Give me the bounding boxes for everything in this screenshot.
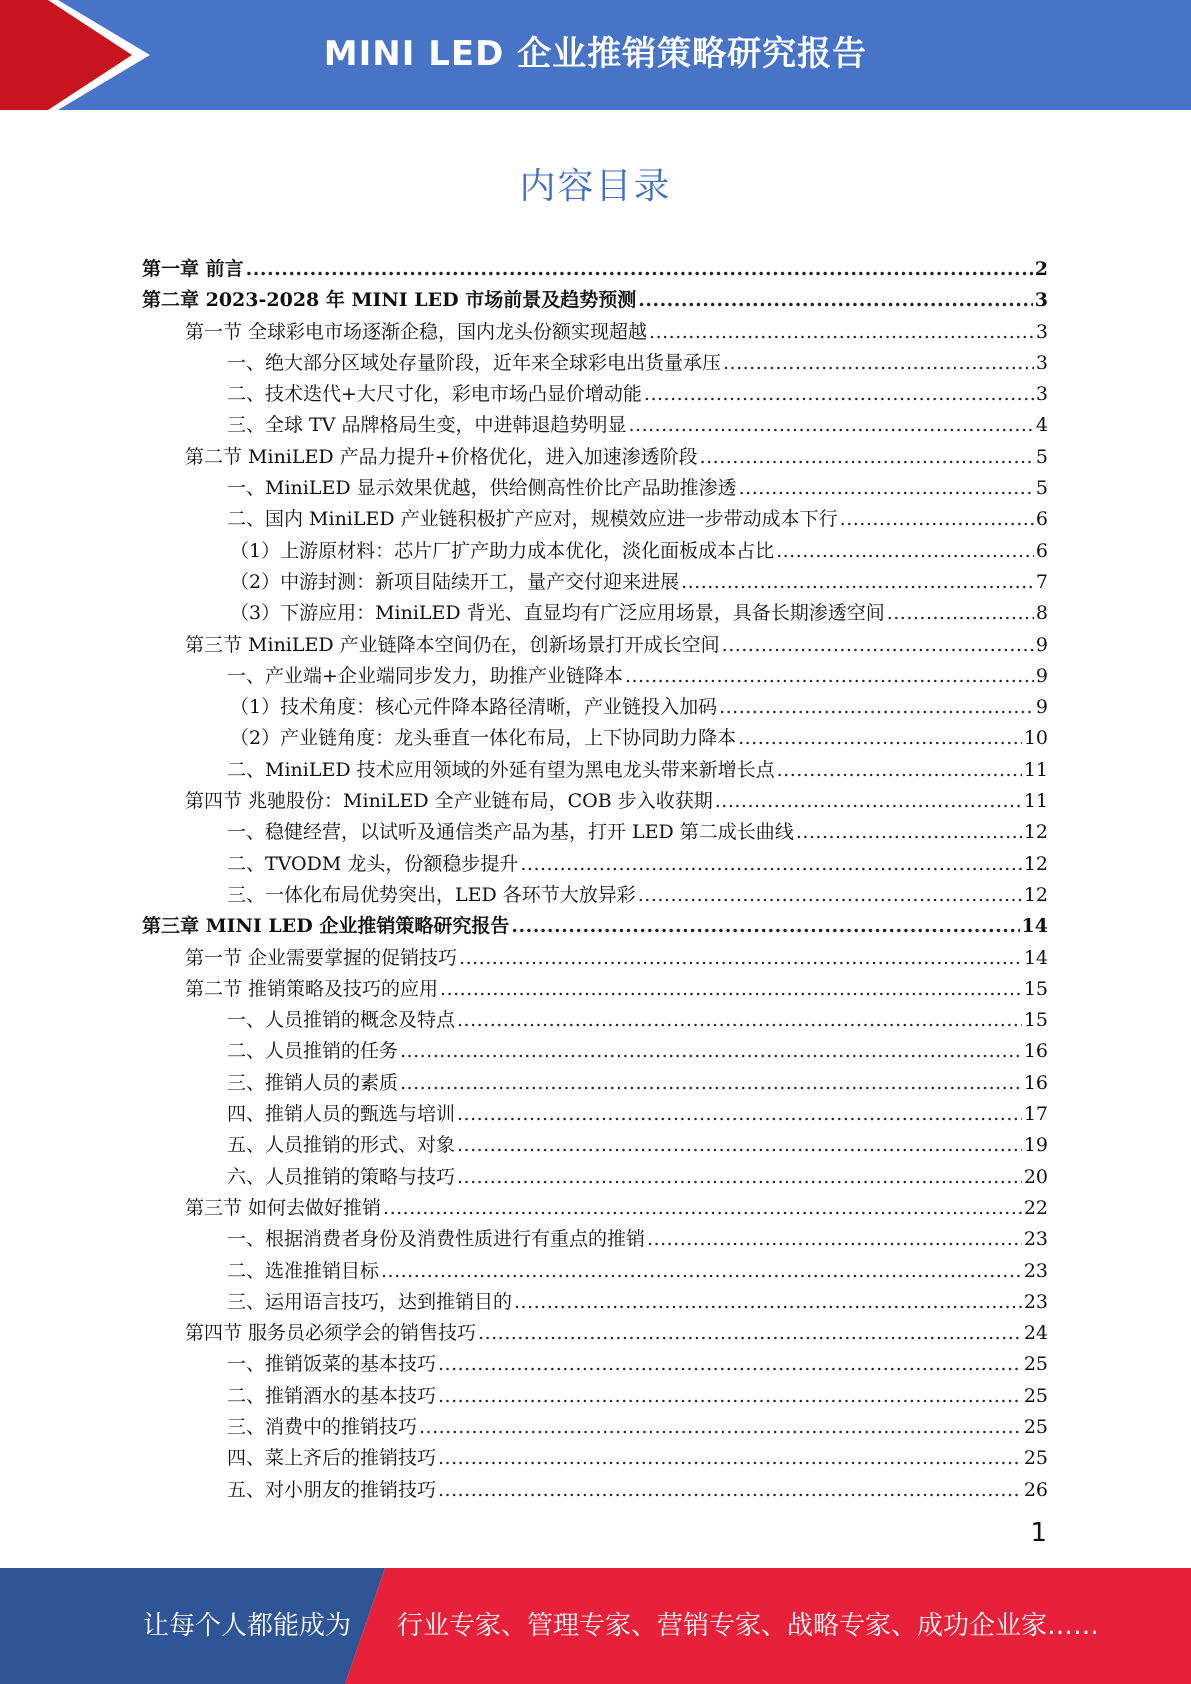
toc-entry-title: （3）下游应用：MiniLED 背光、直显均有广泛应用场景，具备长期渗透空间 (230, 602, 885, 625)
toc-entry[interactable] (142, 1443, 1048, 1474)
toc-entry-page: 23 (1023, 1259, 1048, 1282)
toc-entry-title: 第一节 企业需要掌握的促销技巧 (185, 946, 458, 969)
toc-entry-page: 14 (1023, 946, 1048, 969)
toc-entry-title: 第二章 2023-2028 年 MINI LED 市场前景及趋势预测 (142, 289, 637, 312)
toc-entry-title: 二、MiniLED 技术应用领域的外延有望为黑电龙头带来新增长点 (227, 758, 775, 781)
toc-entry[interactable] (142, 1287, 1048, 1318)
toc-entry-page: 9 (1035, 633, 1048, 656)
toc-entry-page: 3 (1034, 289, 1048, 312)
toc-entry-page: 11 (1023, 758, 1048, 781)
toc-entry-title: 一、产业端+企业端同步发力，助推产业链降本 (227, 664, 623, 687)
toc-entry[interactable] (142, 442, 1048, 473)
toc-entry-title: 一、根据消费者身份及消费性质进行有重点的推销 (227, 1228, 646, 1251)
toc-entry-page: 12 (1023, 821, 1048, 844)
toc-entry-page: 3 (1035, 383, 1048, 406)
toc-entry-page: 3 (1035, 320, 1048, 343)
toc-entry-title: 三、推销人员的素质 (227, 1071, 399, 1094)
toc-leader-dots (776, 540, 1034, 562)
toc-entry[interactable] (142, 536, 1048, 567)
table-of-contents (142, 254, 1048, 1506)
toc-entry[interactable] (142, 567, 1048, 598)
toc-entry-title: 三、消费中的推销技巧 (227, 1415, 418, 1438)
toc-leader-dots (796, 821, 1022, 843)
toc-entry-title: 一、稳健经营，以试听及通信类产品为基，打开 LED 第二成长曲线 (227, 821, 794, 844)
toc-entry-page: 6 (1035, 508, 1048, 531)
toc-entry-page: 7 (1035, 570, 1048, 593)
toc-entry-title: 二、推销酒水的基本技巧 (227, 1384, 437, 1407)
toc-leader-dots (738, 727, 1022, 749)
toc-entry-page: 17 (1023, 1103, 1048, 1126)
toc-leader-dots (400, 1072, 1022, 1094)
toc-leader-dots (628, 414, 1033, 436)
toc-entry-title: 一、绝大部分区域处存量阶段，近年来全球彩电出货量承压 (227, 351, 722, 374)
toc-leader-dots (722, 634, 1034, 656)
toc-entry-title: 第三章 MINI LED 企业推销策略研究报告 (142, 915, 510, 938)
toc-entry-page: 19 (1023, 1134, 1048, 1157)
toc-leader-dots (514, 1291, 1022, 1313)
toc-leader-dots (520, 853, 1021, 875)
toc-leader-dots (438, 1479, 1022, 1501)
toc-entry[interactable] (142, 723, 1048, 754)
toc-entry-page: 9 (1035, 664, 1048, 687)
toc-leader-dots (723, 352, 1034, 374)
toc-leader-dots (625, 665, 1034, 687)
toc-entry[interactable] (142, 1412, 1048, 1443)
toc-entry[interactable] (142, 943, 1048, 974)
toc-entry-title: 一、MiniLED 显示效果优越，供给侧高性价比产品助推渗透 (227, 477, 737, 500)
toc-entry[interactable] (142, 880, 1048, 911)
toc-entry-title: （2）中游封测：新项目陆续开工，量产交付迎来进展 (230, 570, 680, 593)
toc-leader-dots (478, 1322, 1022, 1344)
toc-leader-dots (383, 1197, 1022, 1219)
toc-entry[interactable] (142, 410, 1048, 441)
toc-entry[interactable] (142, 1099, 1048, 1130)
toc-entry[interactable] (142, 1318, 1048, 1349)
toc-entry-page: 3 (1035, 351, 1048, 374)
toc-entry-page: 2 (1034, 258, 1048, 280)
toc-leader-dots (644, 383, 1034, 405)
toc-entry-title: 四、推销人员的甄选与培训 (227, 1103, 456, 1126)
toc-entry[interactable] (142, 598, 1048, 629)
toc-leader-dots (681, 571, 1034, 593)
toc-entry-page: 12 (1023, 883, 1048, 906)
toc-leader-dots (840, 508, 1034, 530)
toc-title: 内容目录 (519, 166, 672, 207)
toc-entry[interactable] (142, 1475, 1048, 1506)
toc-entry[interactable] (142, 1381, 1048, 1412)
page-footer (0, 1568, 1191, 1684)
toc-leader-dots (440, 978, 1022, 1000)
toc-entry-title: （1）上游原材料：芯片厂扩产助力成本优化，淡化面板成本占比 (230, 539, 775, 562)
toc-entry-page: 26 (1023, 1478, 1048, 1501)
toc-entry-title: 六、人员推销的策略与技巧 (227, 1165, 456, 1188)
toc-leader-dots (246, 258, 1033, 280)
toc-entry-page: 23 (1023, 1228, 1048, 1251)
toc-entry-page: 4 (1035, 414, 1048, 437)
toc-leader-dots (419, 1416, 1022, 1438)
toc-entry-page: 16 (1023, 1071, 1048, 1094)
toc-leader-dots (715, 790, 1022, 812)
toc-entry[interactable] (142, 379, 1048, 410)
toc-leader-dots (638, 289, 1033, 311)
toc-entry-page: 25 (1023, 1353, 1048, 1376)
toc-leader-dots (438, 1447, 1022, 1469)
footer-slogan-left: 让每个人都能成为 (143, 1611, 352, 1641)
toc-entry[interactable] (142, 786, 1048, 817)
toc-entry-title: 二、人员推销的任务 (227, 1040, 399, 1063)
toc-leader-dots (649, 321, 1034, 343)
toc-entry[interactable] (142, 974, 1048, 1005)
toc-entry-title: 第二节 MiniLED 产品力提升+价格优化，进入加速渗透阶段 (185, 445, 698, 468)
toc-entry-title: 四、菜上齐后的推销技巧 (227, 1447, 437, 1470)
toc-entry[interactable] (142, 317, 1048, 348)
toc-entry[interactable] (142, 817, 1048, 848)
toc-entry[interactable] (142, 1130, 1048, 1161)
toc-entry[interactable] (142, 348, 1048, 379)
toc-entry[interactable] (142, 1036, 1048, 1067)
toc-entry-title: 二、技术迭代+大尺寸化，彩电市场凸显价增动能 (227, 383, 642, 406)
toc-entry-page: 15 (1023, 977, 1048, 1000)
toc-entry-title: 第一节 全球彩电市场逐渐企稳，国内龙头份额实现超越 (185, 320, 648, 343)
toc-entry-title: 五、人员推销的形式、对象 (227, 1134, 456, 1157)
toc-entry[interactable] (142, 630, 1048, 661)
toc-entry-page: 16 (1023, 1040, 1048, 1063)
toc-entry-title: 第四节 服务员必须学会的销售技巧 (185, 1322, 477, 1345)
toc-leader-dots (457, 1009, 1022, 1031)
toc-entry-page: 8 (1035, 602, 1048, 625)
toc-entry-title: 二、选准推销目标 (227, 1259, 380, 1282)
toc-leader-dots (438, 1385, 1022, 1407)
toc-entry[interactable] (142, 755, 1048, 786)
footer-slogan-right: 行业专家、管理专家、营销专家、战略专家、成功企业家…… (397, 1611, 1100, 1641)
toc-entry-title: 一、人员推销的概念及特点 (227, 1009, 456, 1032)
toc-entry-title: 三、运用语言技巧，达到推销目的 (227, 1290, 513, 1313)
toc-leader-dots (400, 1040, 1022, 1062)
toc-entry-title: （1）技术角度：核心元件降本路径清晰，产业链投入加码 (230, 696, 718, 719)
toc-leader-dots (459, 947, 1022, 969)
toc-entry[interactable] (142, 1005, 1048, 1036)
toc-entry-page: 14 (1021, 915, 1048, 938)
toc-entry[interactable] (142, 1224, 1048, 1255)
toc-entry-title: 第一章 前言 (142, 258, 244, 280)
toc-entry-page: 12 (1023, 852, 1048, 875)
toc-entry[interactable] (142, 1162, 1048, 1193)
toc-entry[interactable] (142, 692, 1048, 723)
toc-entry-page: 9 (1035, 696, 1048, 719)
toc-entry-title: 三、全球 TV 品牌格局生变，中进韩退趋势明显 (227, 414, 627, 437)
toc-leader-dots (457, 1166, 1022, 1188)
header-title: MINI LED 企业推销策略研究报告 (323, 34, 868, 74)
toc-leader-dots (381, 1260, 1022, 1282)
toc-entry-title: 二、国内 MiniLED 产业链积极扩产应对，规模效应进一步带动成本下行 (227, 508, 838, 531)
toc-entry[interactable] (142, 254, 1048, 285)
toc-leader-dots (457, 1134, 1022, 1156)
toc-entry-page: 5 (1035, 477, 1048, 500)
toc-entry[interactable] (142, 661, 1048, 692)
toc-leader-dots (739, 477, 1034, 499)
toc-entry-page: 20 (1023, 1165, 1048, 1188)
page-number: 1 (1030, 1518, 1047, 1548)
toc-entry-title: 二、TVODM 龙头，份额稳步提升 (227, 852, 519, 875)
toc-entry-title: 三、一体化布局优势突出，LED 各环节大放异彩 (227, 883, 636, 906)
toc-entry[interactable] (142, 1256, 1048, 1287)
toc-leader-dots (647, 1228, 1022, 1250)
toc-entry-page: 24 (1023, 1322, 1048, 1345)
toc-entry-title: 五、对小朋友的推销技巧 (227, 1478, 437, 1501)
toc-leader-dots (638, 884, 1022, 906)
toc-entry-title: 第二节 推销策略及技巧的应用 (185, 977, 439, 1000)
toc-entry-page: 10 (1023, 727, 1048, 750)
toc-leader-dots (438, 1353, 1022, 1375)
toc-entry[interactable] (142, 1193, 1048, 1224)
toc-entry-page: 25 (1023, 1415, 1048, 1438)
toc-entry-title: 第三节 如何去做好推销 (185, 1196, 382, 1219)
toc-entry-title: （2）产业链角度：龙头垂直一体化布局，上下协同助力降本 (230, 727, 737, 750)
toc-entry-page: 25 (1023, 1384, 1048, 1407)
toc-entry-page: 11 (1023, 790, 1048, 813)
page-header (0, 0, 1191, 110)
toc-entry[interactable] (142, 285, 1048, 316)
toc-entry-page: 5 (1035, 445, 1048, 468)
toc-leader-dots (700, 446, 1034, 468)
toc-entry-page: 25 (1023, 1447, 1048, 1470)
toc-leader-dots (777, 759, 1022, 781)
toc-entry[interactable] (142, 911, 1048, 942)
toc-entry-page: 23 (1023, 1290, 1048, 1313)
toc-entry-page: 6 (1035, 539, 1048, 562)
toc-entry[interactable] (142, 1349, 1048, 1380)
toc-leader-dots (511, 915, 1019, 937)
toc-leader-dots (887, 602, 1034, 624)
toc-entry[interactable] (142, 504, 1048, 535)
toc-entry-page: 15 (1023, 1009, 1048, 1032)
toc-entry-page: 22 (1023, 1196, 1048, 1219)
toc-entry[interactable] (142, 849, 1048, 880)
toc-leader-dots (719, 696, 1034, 718)
toc-entry-title: 一、推销饭菜的基本技巧 (227, 1353, 437, 1376)
toc-entry-title: 第四节 兆驰股份：MiniLED 全产业链布局，COB 步入收获期 (185, 790, 713, 813)
toc-entry[interactable] (142, 473, 1048, 504)
toc-leader-dots (457, 1103, 1022, 1125)
toc-entry[interactable] (142, 1068, 1048, 1099)
toc-entry-title: 第三节 MiniLED 产业链降本空间仍在，创新场景打开成长空间 (185, 633, 720, 656)
